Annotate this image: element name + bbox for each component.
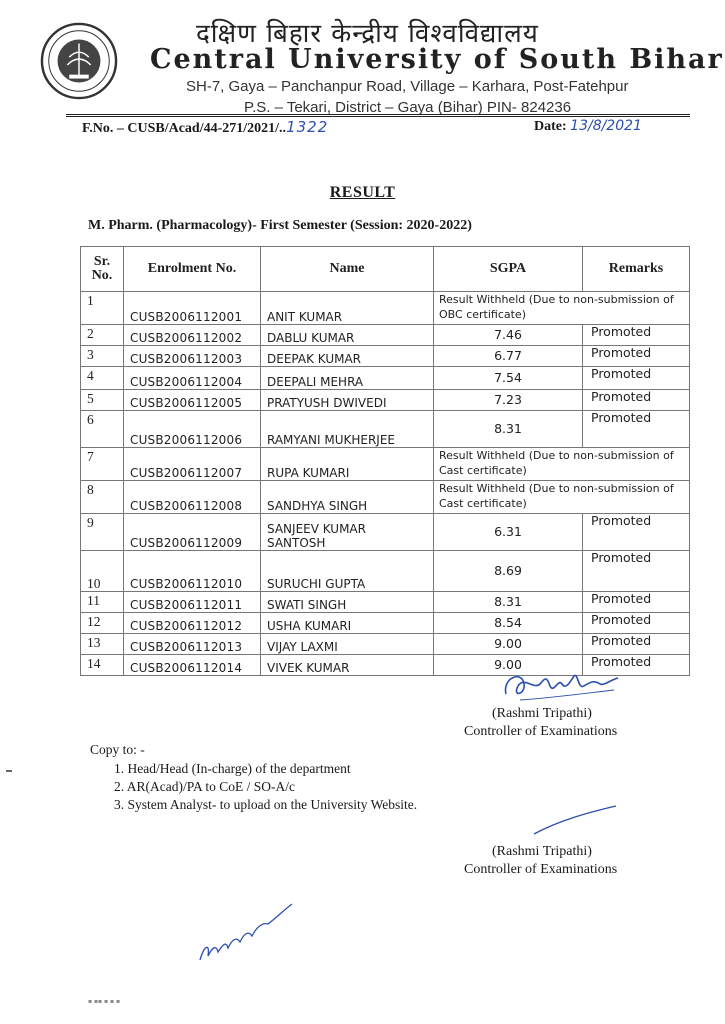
enrolment-no: CUSB2006112010 [124, 551, 261, 592]
table-row [81, 613, 690, 634]
signatory-name-2: (Rashmi Tripathi) [492, 844, 592, 859]
date [534, 118, 642, 135]
sr-no: 7 [81, 448, 124, 481]
student-name: VIJAY LAXMI [261, 634, 434, 655]
list-item: 3. System Analyst- to upload on the University Website. [114, 797, 418, 812]
header-name: Name [261, 247, 434, 292]
signatory-name: (Rashmi Tripathi) [492, 706, 592, 721]
remarks: Promoted [583, 655, 690, 676]
enrolment-no: CUSB2006112007 [124, 448, 261, 481]
enrolment-no: CUSB2006112004 [124, 367, 261, 390]
remarks: Promoted [583, 367, 690, 390]
table-row [81, 634, 690, 655]
header-enrolment: Enrolment No. [124, 247, 261, 292]
table-row [81, 346, 690, 367]
sr-no: 13 [81, 634, 124, 655]
sr-no: 3 [81, 346, 124, 367]
enrolment-no: CUSB2006112003 [124, 346, 261, 367]
table-row [81, 367, 690, 390]
sgpa: 7.23 [434, 390, 583, 411]
sgpa: 8.31 [434, 411, 583, 448]
signatory-designation-2: Controller of Examinations [464, 862, 618, 877]
university-name-hindi: दक्षिण बिहार केन्द्रीय विश्वविद्यालय [196, 19, 539, 49]
sr-no: 8 [81, 481, 124, 514]
student-name: DEEPALI MEHRA [261, 367, 434, 390]
table-row [81, 481, 690, 514]
date-handwritten: 13/8/2021 [570, 118, 642, 134]
university-name: Central University of South Bihar [150, 44, 724, 75]
sr-no: 10 [81, 551, 124, 592]
student-name: VIVEK KUMAR [261, 655, 434, 676]
table-header-row [81, 247, 690, 292]
sr-no: 2 [81, 325, 124, 346]
enrolment-no: CUSB2006112012 [124, 613, 261, 634]
table-row [81, 325, 690, 346]
signature-mark-icon [500, 664, 630, 708]
header-sr-no: Sr. No. [81, 247, 124, 292]
sgpa: 8.54 [434, 613, 583, 634]
table-row [81, 551, 690, 592]
enrolment-no: CUSB2006112008 [124, 481, 261, 514]
student-name: ANIT KUMAR [261, 292, 434, 325]
enrolment-no: CUSB2006112011 [124, 592, 261, 613]
file-number-handwritten: 1322 [286, 118, 329, 136]
table-row [81, 390, 690, 411]
enrolment-no: CUSB2006112006 [124, 411, 261, 448]
table-row [81, 448, 690, 481]
date-label: Date: [534, 119, 571, 134]
enrolment-no: CUSB2006112005 [124, 390, 261, 411]
withheld-note: Result Withheld (Due to non-submission of Cast certificate) [434, 481, 690, 514]
remarks: Promoted [583, 551, 690, 592]
header-sgpa: SGPA [434, 247, 583, 292]
sr-no: 6 [81, 411, 124, 448]
signature-stroke-icon [530, 800, 620, 840]
sr-no: 12 [81, 613, 124, 634]
handwritten-approval-icon [196, 900, 296, 970]
university-seal-logo [40, 22, 118, 100]
table-row [81, 292, 690, 325]
header-remarks: Remarks [583, 247, 690, 292]
table-row [81, 592, 690, 613]
sr-no: 14 [81, 655, 124, 676]
remarks: Promoted [583, 346, 690, 367]
table-row [81, 514, 690, 551]
copy-to-label: Copy to: - [90, 742, 145, 757]
table-row [81, 411, 690, 448]
remarks: Promoted [583, 390, 690, 411]
sr-no: 5 [81, 390, 124, 411]
enrolment-no: CUSB2006112013 [124, 634, 261, 655]
enrolment-no: CUSB2006112014 [124, 655, 261, 676]
page-title: RESULT [329, 184, 396, 201]
sgpa: 6.31 [434, 514, 583, 551]
sr-no: 4 [81, 367, 124, 390]
student-name: SANDHYA SINGH [261, 481, 434, 514]
remarks: Promoted [583, 634, 690, 655]
file-number [82, 118, 328, 137]
withheld-note: Result Withheld (Due to non-submission of OBC certificate) [434, 292, 690, 325]
student-name: RAMYANI MUKHERJEE [261, 411, 434, 448]
header-divider-2 [66, 116, 690, 117]
file-number-label: F.No. – CUSB/Acad/44-271/2021/.. [82, 121, 287, 136]
withheld-note: Result Withheld (Due to non-submission of Cast certificate) [434, 448, 690, 481]
enrolment-no: CUSB2006112002 [124, 325, 261, 346]
header-divider [66, 114, 690, 115]
copy-to-list [114, 760, 417, 814]
remarks: Promoted [583, 592, 690, 613]
enrolment-no: CUSB2006112009 [124, 514, 261, 551]
sr-no: 9 [81, 514, 124, 551]
address-line-2: P.S. – Tekari, District – Gaya (Bihar) PIN- 824236 [244, 99, 572, 116]
student-name: SWATI SINGH [261, 592, 434, 613]
student-name: USHA KUMARI [261, 613, 434, 634]
remarks: Promoted [583, 411, 690, 448]
sr-no: 1 [81, 292, 124, 325]
student-name: SURUCHI GUPTA [261, 551, 434, 592]
student-name: SANJEEV KUMAR SANTOSH [261, 514, 434, 551]
footer-mark: ▪ ▪▪ ▪ ▪ ▪ [88, 998, 121, 1005]
enrolment-no: CUSB2006112001 [124, 292, 261, 325]
sgpa: 7.54 [434, 367, 583, 390]
sgpa: 8.31 [434, 592, 583, 613]
sgpa: 6.77 [434, 346, 583, 367]
address-line-1: SH-7, Gaya – Panchanpur Road, Village – Karhara, Post-Fatehpur [186, 78, 629, 95]
list-item: 2. AR(Acad)/PA to CoE / SO-A/c [114, 779, 296, 794]
edge-mark [6, 770, 12, 772]
remarks: Promoted [583, 325, 690, 346]
sgpa: 8.69 [434, 551, 583, 592]
student-name: DABLU KUMAR [261, 325, 434, 346]
student-name: RUPA KUMARI [261, 448, 434, 481]
sgpa: 7.46 [434, 325, 583, 346]
sgpa: 9.00 [434, 655, 583, 676]
remarks: Promoted [583, 613, 690, 634]
sgpa: 9.00 [434, 634, 583, 655]
signatory-designation: Controller of Examinations [464, 724, 618, 739]
course-title: M. Pharm. (Pharmacology)- First Semester (Session: 2020-2022) [88, 218, 472, 233]
remarks: Promoted [583, 514, 690, 551]
list-item: 1. Head/Head (In-charge) of the department [114, 761, 351, 776]
student-name: PRATYUSH DWIVEDI [261, 390, 434, 411]
result-table [80, 246, 690, 676]
sr-no: 11 [81, 592, 124, 613]
student-name: DEEPAK KUMAR [261, 346, 434, 367]
